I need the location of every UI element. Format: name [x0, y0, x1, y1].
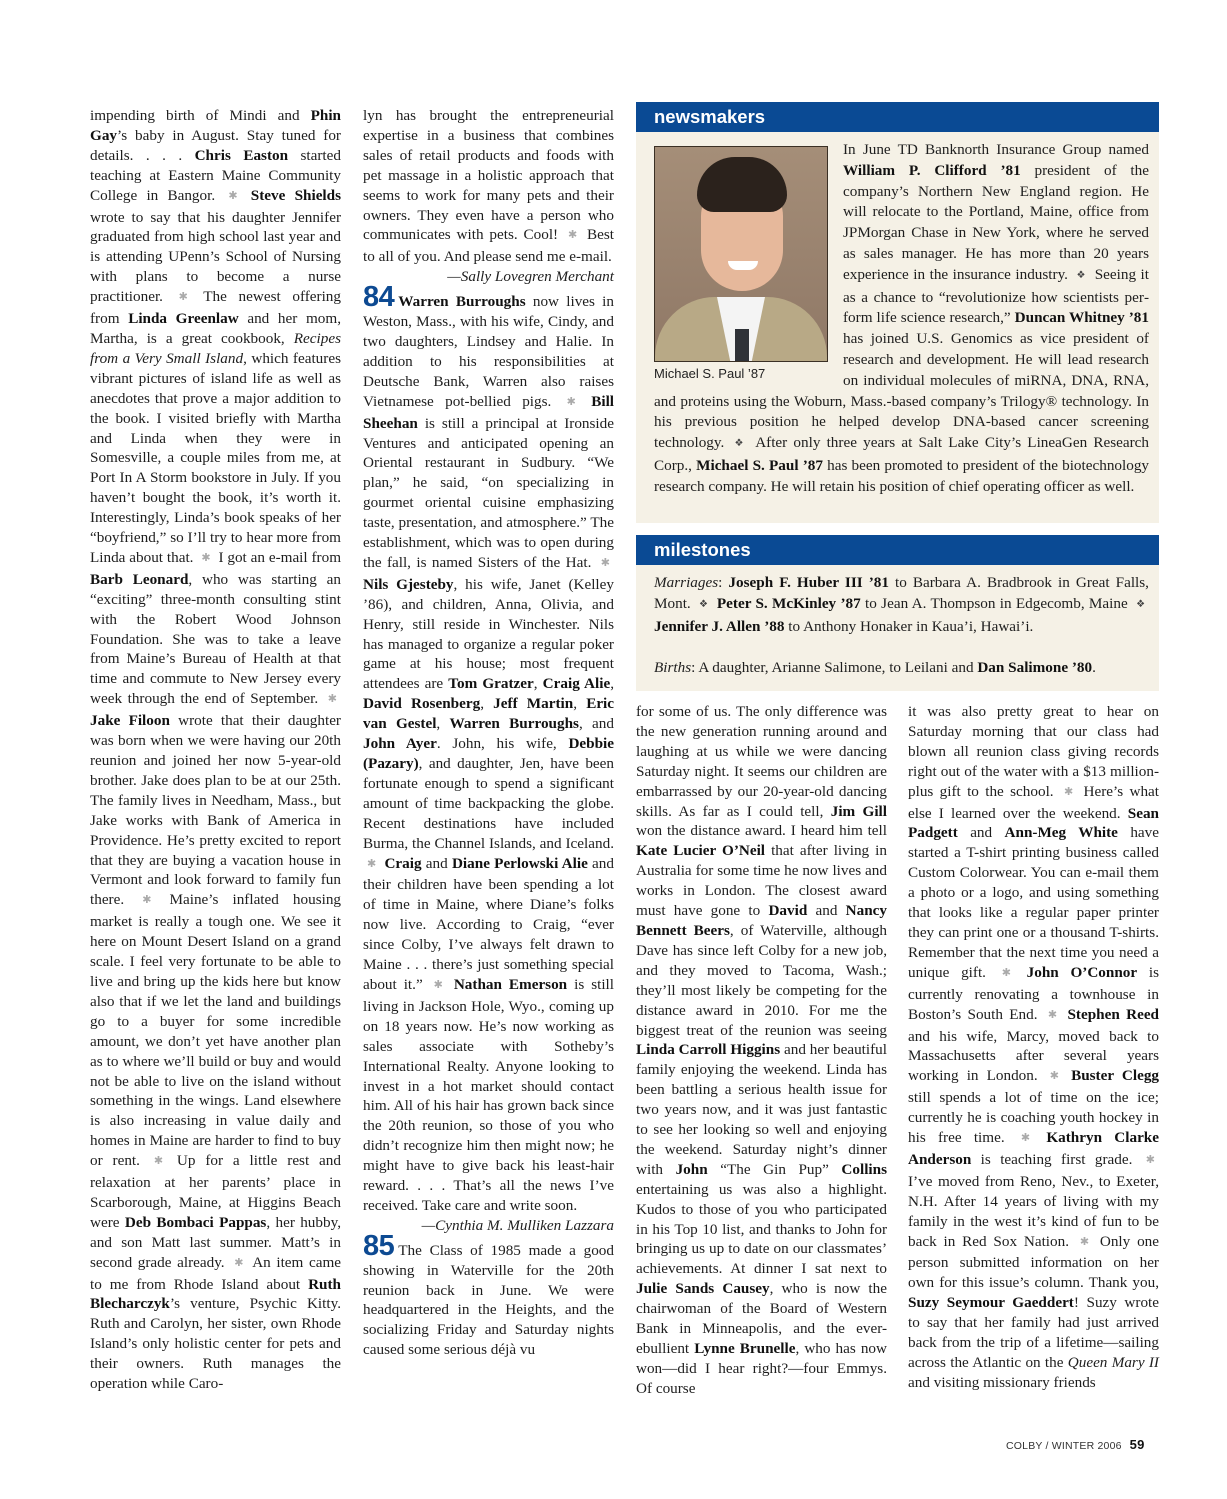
person-name: Bill Sheehan: [363, 392, 615, 432]
newsmakers-sidebar: [636, 102, 1159, 523]
person-name: Collins: [841, 1160, 887, 1178]
person-name: Peter S. McKinley ’87: [716, 594, 861, 612]
person-name: Craig: [384, 854, 422, 872]
column-1: [90, 106, 341, 1394]
correspondent-signature: —Cynthia M. Mulliken Lazzara: [421, 1216, 614, 1234]
italic-text: Births: [654, 659, 692, 677]
person-name: John: [675, 1160, 708, 1178]
bullet-separator-icon: ✱: [201, 551, 211, 564]
person-name: Ann-Meg White: [1004, 824, 1118, 842]
bullet-separator-icon: ✱: [433, 978, 443, 991]
person-name: Nancy Bennett Beers: [636, 902, 888, 939]
page-footer: [1006, 1437, 1145, 1452]
diamond-separator-icon: ❖: [699, 598, 709, 610]
photo-caption: Michael S. Paul ’87: [654, 366, 766, 381]
portrait-photo: [654, 146, 828, 362]
person-name: David: [768, 902, 808, 920]
diamond-separator-icon: ❖: [734, 438, 746, 450]
person-name: John Ayer: [363, 735, 437, 753]
person-name: Eric van Gestel: [363, 695, 615, 733]
diamond-separator-icon: ❖: [1136, 598, 1146, 610]
bullet-separator-icon: ✱: [153, 1155, 164, 1168]
bullet-separator-icon: ✱: [178, 291, 188, 304]
class-year-number: 85: [363, 1229, 395, 1262]
page-number: 59: [1129, 1437, 1145, 1452]
bullet-separator-icon: ✱: [600, 556, 611, 569]
column-3: [636, 702, 887, 1399]
person-name: William P. Clifford ’81: [843, 161, 1021, 179]
person-name: Dan Salimone ’80: [977, 659, 1093, 677]
person-name: Michael S. Paul ’87: [696, 456, 823, 474]
person-name: Suzy Seymour Gaeddert: [908, 1294, 1074, 1312]
person-name: David Rosenberg: [363, 695, 481, 713]
italic-text: Recipes from a Very Small Island: [90, 329, 341, 367]
bullet-separator-icon: ✱: [327, 693, 337, 706]
person-name: Linda Greenlaw: [128, 310, 239, 328]
person-name: Steve Shields: [250, 186, 342, 204]
bullet-separator-icon: ✱: [1063, 785, 1074, 798]
italic-text: Queen Mary II: [1067, 1354, 1159, 1371]
photo-figure: [654, 146, 829, 381]
person-name: Nathan Emerson: [453, 975, 568, 993]
person-name: Craig Alie: [542, 675, 611, 693]
person-name: Jake Filoon: [90, 712, 170, 730]
marriages-list: Marriages: Joseph F. Huber III ’81 to Barbara A. Bradbrook in Great Falls, Mont. ❖ Peter S. McKinley ’87 to Jean A. Thompson in Edgecomb, Maine ❖ Jennifer J. Allen ’88 to Anthony Honaker in Kaua’i, Hawai’i.: [654, 574, 1149, 635]
italic-text: Marriages: [654, 574, 719, 591]
section-header: newsmakers: [636, 102, 1159, 132]
person-name: Lynne Brunelle: [694, 1340, 796, 1357]
class-85-notes: 85 The Class of 1985 made a good showing in Waterville for the 20th reunion back in June. We were headquartered in the Heights, and the socializing Friday and Saturday nights caused some serious déjà vu: [363, 1229, 614, 1359]
person-name: John O’Connor: [1026, 963, 1138, 981]
person-name: Buster Clegg: [1071, 1067, 1160, 1085]
bullet-separator-icon: ✱: [1020, 1132, 1031, 1145]
person-name: Nils Gjesteby: [363, 575, 454, 593]
diamond-separator-icon: ❖: [1076, 269, 1087, 281]
bullet-separator-icon: ✱: [1079, 1235, 1090, 1248]
class-year-number: 84: [363, 281, 395, 314]
person-name: Diane Perlowski Alie: [451, 854, 588, 872]
person-name: Jim Gill: [830, 802, 888, 820]
person-name: Jeff Martin: [493, 695, 574, 713]
person-name: Duncan Whitney ’81: [1014, 309, 1149, 327]
bullet-separator-icon: ✱: [367, 857, 377, 870]
person-name: Chris Easton: [194, 146, 289, 164]
bullet-separator-icon: ✱: [142, 894, 152, 907]
person-name: Warren Burroughs: [398, 293, 526, 311]
person-name: Kathryn Clarke Anderson: [908, 1129, 1159, 1168]
class-notes-text: it was also pretty great to hear on Saturday morning that our class had blown all reunion class giving records right out of the water with a $13 million-plus gift to the school. ✱ Here’s what else I learned over the weekend. Sean Padgett and Ann-Meg White have started a T-shirt printing business called Custom Colorwear. You can e-mail them a photo or a logo, and using something that looks like a regular paper printer they can print one or a thousand T-shirts. Remember that the next time you need a unique gift. ✱ John O’Connor is currently renovating a townhouse in Boston’s South End. ✱ Stephen Reed and his wife, Marcy, moved back to Massachusetts after several years working in London. ✱ Buster Clegg still spends a lot of time on the ice; currently he is coaching youth hockey in his free time. ✱ Kathryn Clarke Anderson is teaching first grade. ✱ I’ve moved from Reno, Nev., to Exeter, N.H. After 14 years of living with my family in the west it’s kind of fun to be back in Red Sox Nation. ✱ Only one person submitted information on her own for this issue’s column. Thank you, Suzy Seymour Gaeddert! Suzy wrote to say that her family had just arrived back from the trip of a lifetime—sailing across the Atlantic on the Queen Mary II and visiting missionary friends: [908, 703, 1160, 1391]
person-name: Kate Lucier O’Neil: [636, 842, 766, 860]
person-name: Julie Sands Causey: [636, 1280, 770, 1298]
person-name: Barb Leonard: [90, 570, 189, 588]
person-name: Sean Padgett: [908, 804, 1159, 842]
milestones-sidebar: [636, 535, 1159, 691]
class-notes-text: for some of us. The only difference was the new generation running around and laughing at us while we were dancing Saturday night. It seems our children are embarrassed by our 20-year-old dancing skills. As far as I could tell, Jim Gill won the distance award. I heard him tell Kate Lucier O’Neil that after living in Australia for some time he now lives and works in London. The closest award must have gone to David and Nancy Bennett Beers, of Waterville, although Dave has since left Colby for a new job, and they moved to Tacoma, Wash.; they’ll most likely be competing for the distance award in 2010. For me the biggest treat of the reunion was seeing Linda Carroll Higgins and her beautiful family enjoying the weekend. Linda has been battling a serious health issue for two years now, and it was just fantastic to see her looking so well and enjoying the weekend. Saturday night’s dinner with John “The Gin Pup” Collins entertaining us was also a highlight. Kudos to those of you who participated in his Top 10 list, and thanks to John for bringing us up to date on our classmates’ achievements. At dinner I sat next to Julie Sands Causey, who is now the chairwoman of the Board of Western Bank in Minneapolis, and the ever-ebullient Lynne Brunelle, who has now won—did I hear right?—four Emmys. Of course: [636, 703, 888, 1397]
newsmakers-text: In June TD Banknorth Insurance Group named William P. Clifford ’81 president of the company’s Northern New England region. He will relocate to the Portland, Maine, office from JPMorgan Chase in New York, where he served as sales manager. He has more than 20 years experience in the insurance industry. ❖ Seeing it as a chance to “revolutionize how scientists perform life science research,” Duncan Whitney ’81 has joined U.S. Genomics as vice president of research and development. He will lead research on individual molecules of miRNA, DNA, RNA, and proteins using the Woburn, Mass.-based company’s Trilogy® technology. In his previous position he helped develop DNA-based cancer screening technology. ❖ After only three years at Salt Lake City’s LineaGen Research Corp., Michael S. Paul ’87 has been promoted to president of the biotechnology research company. He will retain his position of chief operating officer as well.: [654, 141, 1150, 495]
column-2: [363, 106, 614, 1360]
section-header: milestones: [636, 535, 1159, 565]
person-name: Joseph F. Huber III ’81: [728, 574, 889, 591]
births-list: Births: A daughter, Arianne Salimone, to Leilani and Dan Salimone ’80.: [654, 659, 1096, 677]
person-name: Linda Carroll Higgins: [636, 1041, 781, 1059]
class-84-notes: 84 Warren Burroughs now lives in Weston, Mass., with his wife, Cindy, and two daughters, Lindsey and Halie. In addition to his responsibilities at Deutsche Bank, Warren also raises Vietnamese pot-bellied pigs. ✱ Bill Sheehan is still a principal at Ironside Ventures and anticipated opening an Oriental restaurant in Sudbury. “We plan,” he said, “on specializing in gourmet oriental cuisine emphasizing taste, presentation, and atmosphere.” The establishment, which was to open during the fall, is named Sisters of the Hat. ✱ Nils Gjesteby, his wife, Janet (Kelley ’86), and children, Anna, Olivia, and Henry, still reside in Winchester. Nils has managed to organize a regular poker game at his house; most frequent attendees are Tom Gratzer, Craig Alie, David Rosenberg, Jeff Martin, Eric van Gestel, Warren Burroughs, and John Ayer. John, his wife, Debbie (Pazary), and daughter, Jen, have been fortunate enough to spend a significant amount of time backpacking the globe. Recent destinations have included Burma, the Channel Islands, and Iceland. ✱ Craig and Diane Perlowski Alie and their children have been spending a lot of time in Maine, where Diane’s folks now live. According to Craig, “ever since Colby, I’ve always felt drawn to Maine . . . there’s just something special about it.” ✱ Nathan Emerson is still living in Jackson Hole, Wyo., coming up on 18 years now. He’s now working as sales associate with Sotheby’s International Realty. Anyone looking to invest in a hot market should contact him. All of his hair has grown back since the 20th reunion, so those of you who didn’t recognize him then might now; he might have to give back his least-hair reward. . . . That’s all the news I’ve received. Take care and write soon.: [363, 281, 615, 1214]
milestones-body: [636, 565, 1159, 687]
person-name: Jennifer J. Allen ’88: [654, 617, 785, 635]
person-name: Warren Burroughs: [449, 715, 579, 733]
bullet-separator-icon: ✱: [228, 189, 238, 202]
bullet-separator-icon: ✱: [567, 229, 578, 242]
bullet-separator-icon: ✱: [234, 1256, 244, 1269]
class-notes-text: impending birth of Mindi and Phin Gay’s baby in August. Stay tuned for details. . . . Chris Easton started teaching at Eastern Maine Community College in Bangor. ✱ Steve Shields wrote to say that his daughter Jennifer graduated from high school last year and is attending UPenn’s School of Nursing with plans to become a nurse practitioner. ✱ The newest offering from Linda Greenlaw and her mom, Martha, is a great cookbook, Recipes from a Very Small Island, which features vibrant pictures of island life as well as anecdotes that prove a major addition to the book. I visited briefly with Martha and Linda when they were in Somesville, a couple miles from me, at Port In A Storm bookstore in July. If you haven’t bought the book, it’s worth it. Interestingly, Linda’s book speaks of her “boyfriend,” so I’ll try to hear more from Linda about that. ✱ I got an e-mail from Barb Leonard, who was starting an “exciting” three-month consulting stint with the Robert Wood Johnson Foundation. She was to take a leave from Maine’s Bureau of Health at that time and commute to New Jersey every week through the end of September. ✱ Jake Filoon wrote that their daughter was born when we were having our 20th reunion and joined her now 5-year-old brother. Jake does plan to be at our 25th. The family lives in Needham, Mass., but Jake works with Bank of America in Providence. He’s pretty excited to report that they are buying a vacation house in Vermont and look forward to family fun there. ✱ Maine’s inflated housing market is really a tough one. We see it here on Mount Desert Island on a grand scale. I feel very fortunate to be able to live and bring up the kids here but know also that if we let the land and buildings go to a buyer for some incredible amount, we don’t yet have another plan as to where we’ll build or buy and would not be able to live on the island without something in the wings. Land elsewhere is also increasing in value daily and homes in Maine are harder to find to buy or rent. ✱ Up for a little rest and relaxation at her parents’ place in Scarborough, Maine, at Higgins Beach were Deb Bombaci Pappas, her hubby, and son Matt last summer. Matt’s in second grade already. ✱ An item came to me from Rhode Island about Ruth Blecharczyk’s venture, Psychic Kitty. Ruth and Carolyn, her sister, own Rhode Island’s only holistic center for pets and their owners. Ruth manages the operation while Caro-: [90, 107, 342, 1393]
person-name: Debbie (Pazary): [363, 735, 614, 772]
publication-name: COLBY / WINTER 2006: [1006, 1440, 1122, 1452]
person-name: Ruth Blecharczyk: [90, 1275, 341, 1313]
bullet-separator-icon: ✱: [1049, 1070, 1059, 1083]
column-4: [908, 702, 1159, 1393]
correspondent-signature: —Sally Lovegren Merchant: [447, 268, 614, 286]
bullet-separator-icon: ✱: [1001, 966, 1011, 979]
person-name: Tom Gratzer: [448, 675, 534, 693]
class-notes-text: lyn has brought the entrepreneurial expertise in a business that combines sales of retail products and foods with pet massage in a holistic approach that seems to work for many pets and their owners. They even have a person who communicates with pets. Cool! ✱ Best to all of you. And please send me e-mail.: [363, 107, 615, 266]
bullet-separator-icon: ✱: [1047, 1008, 1058, 1021]
bullet-separator-icon: ✱: [566, 395, 576, 408]
bullet-separator-icon: ✱: [1145, 1153, 1156, 1166]
newsmakers-body: [636, 132, 1159, 506]
person-name: Phin Gay: [90, 107, 341, 144]
person-name: Deb Bombaci Pappas: [124, 1213, 267, 1231]
person-name: Stephen Reed: [1067, 1005, 1160, 1023]
